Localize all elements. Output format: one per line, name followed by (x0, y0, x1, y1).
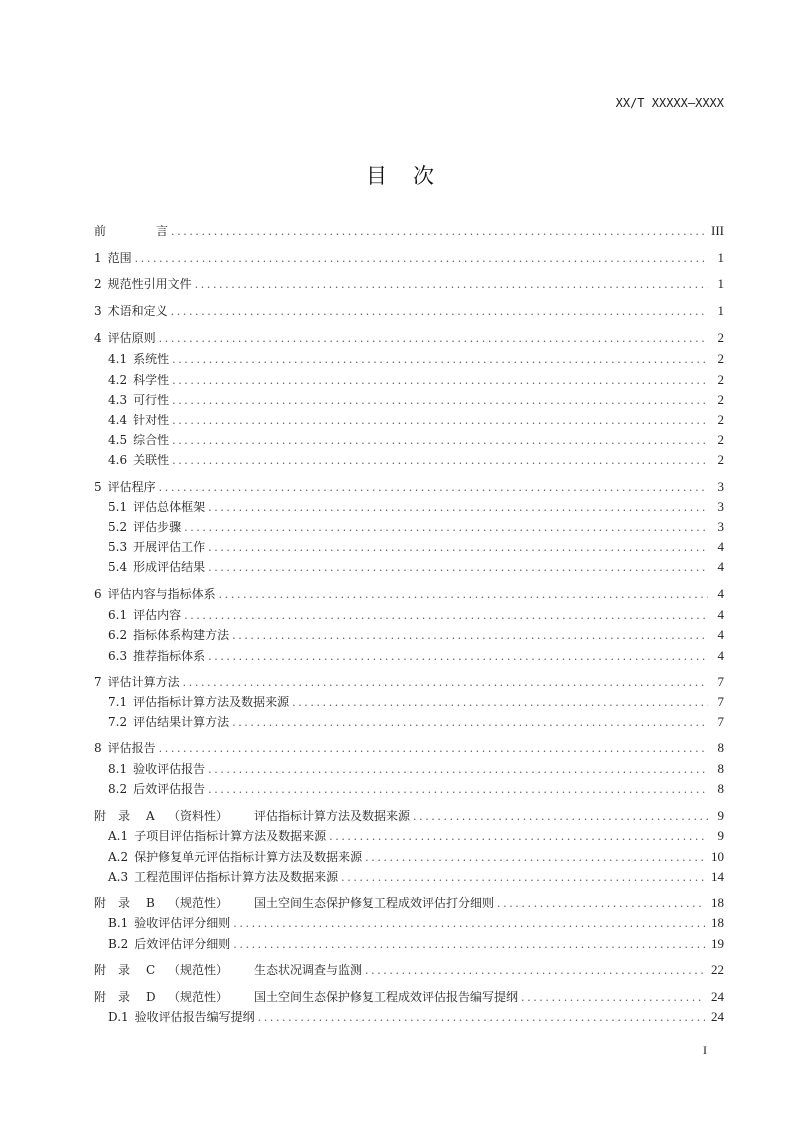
toc-entry-label (108, 432, 172, 448)
toc-entry-appendix[interactable] (94, 895, 724, 911)
toc-entry-section[interactable] (94, 479, 724, 495)
toc-entry-label (108, 519, 184, 535)
dot-leader (172, 453, 708, 469)
toc-entry-page: 7 (717, 674, 724, 689)
toc-entry-subsection[interactable] (108, 412, 724, 428)
toc-entry-label (94, 962, 365, 978)
toc-entry-label (108, 452, 172, 468)
toc-entry-page: 4 (717, 586, 724, 601)
dot-leader (159, 480, 708, 496)
dot-leader (171, 304, 708, 320)
dot-leader (195, 277, 708, 293)
dot-leader (258, 1010, 705, 1026)
toc-entry-subsection[interactable] (108, 849, 724, 865)
toc-entry-label (94, 479, 159, 495)
toc-entry-subsection[interactable] (108, 499, 724, 515)
toc-entry-label (94, 250, 135, 266)
toc-entry-number: 2 (94, 277, 102, 291)
toc-entry-label (108, 627, 232, 643)
toc-entry-number: 6 (94, 587, 102, 601)
toc-entry-title: 验收评估报告 (133, 762, 206, 776)
toc-entry-page: 4 (717, 539, 724, 554)
toc-entry-title: 评估原则 (107, 331, 156, 345)
toc-entry-label (108, 559, 208, 575)
toc-entry-title: 评估计算方法 (107, 675, 180, 689)
toc-entry-number: 5.4 (108, 560, 128, 574)
toc-entry-label (94, 808, 413, 824)
toc-entry-number: 7.2 (108, 715, 128, 729)
toc-entry-page: 14 (711, 869, 724, 884)
toc-entry-label (108, 648, 208, 664)
toc-appendix-letter: A (146, 809, 155, 823)
dot-leader (208, 540, 708, 556)
toc-entry-number: 7 (94, 675, 102, 689)
toc-entry-section[interactable] (94, 330, 724, 346)
dot-leader (172, 433, 708, 449)
toc-entry-subsection[interactable] (108, 432, 724, 448)
toc-entry-subsection[interactable] (108, 392, 724, 408)
toc-appendix-label: 评估指标计算方法及数据来源 (254, 809, 411, 823)
dot-leader (183, 675, 708, 691)
toc-entry-title: 后效评估报告 (133, 782, 206, 796)
toc-entry-page: 8 (717, 740, 724, 755)
toc-entry-title: 规范性引用文件 (107, 277, 192, 291)
toc-entry-label (108, 936, 233, 952)
dot-leader (172, 352, 708, 368)
toc-appendix-nature: （规范性） (168, 990, 229, 1004)
toc-appendix-appendix: 附 (94, 990, 107, 1004)
toc-entry-number: D.1 (108, 1010, 129, 1024)
toc-entry-title: 评估报告 (107, 741, 156, 755)
toc-entry-title: 工程范围评估指标计算方法及数据来源 (134, 870, 339, 884)
toc-entry-label (94, 674, 183, 690)
dot-leader (232, 715, 708, 731)
toc-entry-number: 4.6 (108, 453, 128, 467)
toc-entry-section[interactable] (94, 586, 724, 602)
toc-entry-number: 4 (94, 331, 102, 345)
toc-entry-page: 4 (717, 559, 724, 574)
toc-entry-subsection[interactable] (108, 694, 724, 710)
toc-entry-label (108, 828, 329, 844)
document-code: XX/T XXXXX—XXXX (615, 96, 724, 110)
toc-entry-label (108, 915, 233, 931)
toc-entry-section[interactable] (94, 303, 724, 319)
toc-entry-page: 24 (711, 1009, 724, 1024)
toc-entry-number: 6.1 (108, 608, 128, 622)
toc-entry-page: 7 (717, 714, 724, 729)
toc-entry-number: 4.3 (108, 393, 128, 407)
dot-leader (208, 560, 708, 576)
toc-entry-page: 8 (717, 761, 724, 776)
toc-entry-title: 评估内容 (133, 608, 182, 622)
toc-entry-title: 前 言 (94, 224, 169, 238)
toc-entry-number: 6.3 (108, 649, 128, 663)
toc-entry-number: B.1 (108, 916, 129, 930)
dot-leader (219, 587, 708, 603)
toc-entry-page: 18 (711, 915, 724, 930)
toc-appendix-appendix: 附 (94, 896, 107, 910)
toc-entry-number: 5.2 (108, 520, 128, 534)
toc-entry-title: 系统性 (133, 352, 170, 366)
toc-entry-number: A.3 (108, 870, 129, 884)
toc-entry-page: 2 (717, 351, 724, 366)
dot-leader (521, 990, 705, 1006)
toc-entry-number: 6.2 (108, 628, 128, 642)
toc-entry-title: 保护修复单元评估指标计算方法及数据来源 (134, 850, 363, 864)
toc-entry-number: 3 (94, 304, 102, 318)
toc-appendix-letter: C (146, 963, 156, 977)
toc-entry-title: 综合性 (133, 433, 170, 447)
toc-entry-number: A.1 (108, 829, 129, 843)
toc-entry-title: 术语和定义 (107, 304, 168, 318)
dot-leader (233, 937, 705, 953)
toc-entry-title: 验收评估报告编写提纲 (134, 1010, 255, 1024)
toc-entry-label (108, 714, 232, 730)
toc-entry-title: 关联性 (133, 453, 170, 467)
toc-appendix-appendix2: 录 (118, 963, 131, 977)
toc-entry-section[interactable] (94, 674, 724, 690)
toc-entry-label (94, 303, 171, 319)
toc-entry-title: 评估指标计算方法及数据来源 (133, 695, 290, 709)
dot-leader (208, 500, 708, 516)
toc-entry-label (108, 1009, 258, 1025)
toc-entry-subsection[interactable] (108, 607, 724, 623)
toc-entry-appendix[interactable] (94, 962, 724, 978)
toc-entry-page: 7 (717, 694, 724, 709)
toc-entry-subsection[interactable] (108, 761, 724, 777)
toc-entry-page: 2 (717, 372, 724, 387)
toc-entry-page: 4 (717, 627, 724, 642)
toc-entry-number: 4.5 (108, 433, 128, 447)
toc-appendix-label: 国土空间生态保护修复工程成效评估报告编写提纲 (254, 990, 519, 1004)
toc-entry-page: 1 (717, 303, 724, 318)
toc-entry-title: 针对性 (133, 413, 170, 427)
toc-entry-label (94, 223, 171, 239)
toc-appendix-letter: D (146, 990, 156, 1004)
dot-leader (159, 741, 708, 757)
dot-leader (365, 963, 705, 979)
toc-entry-page: 2 (717, 432, 724, 447)
toc-entry-title: 可行性 (133, 393, 170, 407)
dot-leader (208, 649, 708, 665)
dot-leader (233, 916, 705, 932)
toc-entry-page: 2 (717, 330, 724, 345)
dot-leader (208, 782, 708, 798)
toc-entry-label (94, 586, 219, 602)
toc-entry-number: 5.1 (108, 500, 128, 514)
toc-entry-number: 7.1 (108, 695, 128, 709)
toc-entry-number: 1 (94, 251, 102, 265)
toc-entry-label (108, 607, 184, 623)
toc-entry-number: B.2 (108, 937, 129, 951)
toc-entry-title: 范围 (107, 251, 132, 265)
toc-entry-subsection[interactable] (108, 915, 724, 931)
toc-entry-page: 18 (711, 895, 724, 910)
toc-entry-subsection[interactable] (108, 519, 724, 535)
dot-leader (135, 251, 708, 267)
toc-entry-page: 1 (717, 250, 724, 265)
toc-entry-title: 评估程序 (107, 480, 156, 494)
toc-entry-page: 10 (711, 849, 724, 864)
toc-entry-label (94, 276, 195, 292)
dot-leader (172, 393, 708, 409)
toc-entry-subsection[interactable] (108, 351, 724, 367)
dot-leader (232, 628, 708, 644)
toc-entry-label (94, 740, 159, 756)
toc-appendix-label: 生态状况调查与监测 (254, 963, 363, 977)
toc-entry-number: 4.4 (108, 413, 128, 427)
toc-entry-title: 评估总体框架 (133, 500, 206, 514)
toc-entry-label (108, 372, 172, 388)
toc-entry-page: 3 (717, 519, 724, 534)
toc-entry-title: 后效评估评分细则 (134, 937, 231, 951)
toc-entry-number: 8.1 (108, 762, 128, 776)
toc-entry-label (108, 761, 208, 777)
toc-entry-title: 验收评估评分细则 (134, 916, 231, 930)
toc-entry-page: 9 (717, 828, 724, 843)
dot-leader (172, 373, 708, 389)
toc-appendix-letter: B (146, 896, 155, 910)
toc-entry-label (94, 989, 521, 1005)
toc-appendix-appendix: 附 (94, 809, 107, 823)
toc-entry-number: 8.2 (108, 782, 128, 796)
toc-entry-number: A.2 (108, 850, 129, 864)
toc-entry-page: 4 (717, 607, 724, 622)
toc-entry-page: 24 (711, 989, 724, 1004)
dot-leader (171, 224, 705, 240)
toc-entry-label (108, 694, 292, 710)
dot-leader (365, 850, 705, 866)
toc-entry-label (108, 392, 172, 408)
toc-entry-appendix[interactable] (94, 808, 724, 824)
toc-entry-page: 3 (717, 479, 724, 494)
toc-entry-appendix[interactable] (94, 989, 724, 1005)
toc-entry-title: 科学性 (133, 373, 170, 387)
dot-leader (159, 331, 708, 347)
toc-entry-label (108, 412, 172, 428)
toc-entry-title: 形成评估结果 (133, 560, 206, 574)
toc-entry-label (108, 869, 341, 885)
toc-entry-page: 4 (717, 648, 724, 663)
dot-leader (208, 762, 708, 778)
toc-entry-number: 5.3 (108, 540, 128, 554)
toc-entry-title: 评估内容与指标体系 (107, 587, 216, 601)
toc-entry-label (108, 781, 208, 797)
toc-entry-section[interactable] (94, 740, 724, 756)
toc-entry-title: 推荐指标体系 (133, 649, 206, 663)
toc-appendix-nature: （规范性） (168, 896, 229, 910)
toc-entry-subsection[interactable] (108, 559, 724, 575)
dot-leader (413, 809, 708, 825)
toc-entry-subsection[interactable] (108, 648, 724, 664)
toc-entry-label (108, 499, 208, 515)
toc-appendix-appendix: 附 (94, 963, 107, 977)
toc-entry-number: 4.2 (108, 373, 128, 387)
toc-entry-section[interactable] (94, 276, 724, 292)
toc-entry-page: 3 (717, 499, 724, 514)
toc-appendix-appendix2: 录 (118, 990, 131, 1004)
dot-leader (184, 520, 708, 536)
toc-entry-section[interactable] (94, 250, 724, 266)
toc-entry-title: 评估步骤 (133, 520, 182, 534)
dot-leader (329, 829, 708, 845)
toc-entry-page: III (711, 223, 724, 238)
toc-appendix-appendix2: 录 (118, 809, 131, 823)
toc-entry-page: 2 (717, 452, 724, 467)
toc-entry-subsection[interactable] (108, 828, 724, 844)
toc-entry-subsection[interactable] (108, 627, 724, 643)
toc-appendix-label: 国土空间生态保护修复工程成效评估打分细则 (254, 896, 495, 910)
toc-entry-section[interactable] (94, 223, 724, 239)
toc-entry-title: 子项目评估指标计算方法及数据来源 (134, 829, 327, 843)
toc-entry-subsection[interactable] (108, 1009, 724, 1025)
toc-entry-subsection[interactable] (108, 714, 724, 730)
page-number: I (703, 1043, 707, 1057)
toc-entry-label (108, 351, 172, 367)
toc-entry-number: 5 (94, 480, 102, 494)
toc-entry-label (108, 539, 208, 555)
toc-entry-title: 评估结果计算方法 (133, 715, 230, 729)
dot-leader (172, 413, 708, 429)
toc-appendix-nature: （资料性） (168, 809, 229, 823)
toc-entry-title: 指标体系构建方法 (133, 628, 230, 642)
dot-leader (341, 870, 705, 886)
toc-entry-subsection[interactable] (108, 869, 724, 885)
toc-entry-number: 4.1 (108, 352, 128, 366)
toc-entry-page: 2 (717, 392, 724, 407)
toc-entry-subsection[interactable] (108, 372, 724, 388)
toc-entry-page: 9 (717, 808, 724, 823)
dot-leader (292, 695, 708, 711)
dot-leader (184, 608, 708, 624)
page-title: 目次 (366, 164, 460, 188)
toc-entry-page: 1 (717, 276, 724, 291)
dot-leader (497, 896, 705, 912)
toc-appendix-appendix2: 录 (118, 896, 131, 910)
toc-entry-subsection[interactable] (108, 936, 724, 952)
toc-entry-page: 19 (711, 936, 724, 951)
toc-entry-page: 8 (717, 781, 724, 796)
toc-appendix-nature: （规范性） (168, 963, 229, 977)
toc-entry-label (94, 895, 497, 911)
toc-entry-label (108, 849, 365, 865)
toc-entry-label (94, 330, 159, 346)
toc-entry-page: 2 (717, 412, 724, 427)
toc-entry-number: 8 (94, 741, 102, 755)
toc-entry-subsection[interactable] (108, 452, 724, 468)
toc-entry-page: 22 (711, 962, 724, 977)
toc-entry-subsection[interactable] (108, 781, 724, 797)
toc-entry-subsection[interactable] (108, 539, 724, 555)
toc-entry-title: 开展评估工作 (133, 540, 206, 554)
